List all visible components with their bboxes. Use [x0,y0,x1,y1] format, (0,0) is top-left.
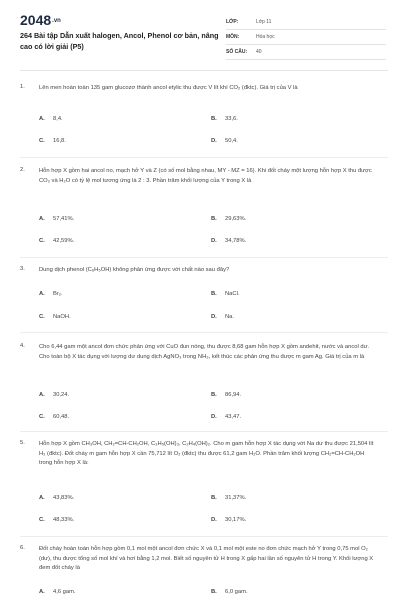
option-c[interactable]: C. 16,8. [39,138,66,144]
meta-row-class [226,15,386,30]
question-number: 2. [20,167,25,173]
option-a[interactable]: A. 8,4. [39,116,63,122]
question-text: Hỗn hợp X gồm hai ancol no, mạch hở Y và Z (có số mol bằng nhau, MY - MZ = 16). Khi đốt cháy một lượng hỗn hợp X thu được CO₂ và H₂O có tỷ lệ mol tương ứng là 2 : 3. Phần trăm khối lượng của Y trong X là [39,168,372,184]
option-c[interactable]: C. 60,48. [39,414,70,420]
option-c[interactable]: C. 42,59%. [39,238,75,244]
option-c[interactable]: C. 48,33%. [39,517,75,523]
option-a[interactable]: A. 57,41%. [39,216,75,222]
question-1 [20,84,388,144]
question-5 [20,440,388,528]
logo-suffix: .vn [52,18,61,25]
question-divider [20,332,388,333]
question-2 [20,167,388,255]
question-number: 3. [20,266,25,272]
option-a[interactable]: A. 43,83%. [39,495,75,501]
question-text: Dung dịch phenol (C₆H₅OH) không phản ứng được với chất nào sau đây? [39,267,230,273]
question-number: 4. [20,343,25,349]
meta-label: LỚP: [226,19,239,25]
meta-table [226,15,386,60]
question-6 [20,545,388,600]
question-text: Đốt cháy hoàn toàn hỗn hợp gồm 0,1 mol một ancol đơn chức X và 0,1 mol một este no đơn chức mạch hở Y trong 0,75 mol O₂ (dư), thu được tổng số mol khí và hơi bằng 1,2 mol. Biết số nguyên tử H trong X gấp hai lần số nguyên tử H trong Y. Khối lượng X đem đốt cháy là [39,546,374,572]
document-title: 264 Bài tập Dẫn xuất halogen, Ancol, Phenol cơ bản, nâng cao có lời giải (P5) [20,31,219,51]
question-4 [20,343,388,431]
option-b[interactable]: B. 33,6. [211,116,238,122]
option-c[interactable]: C. NaOH. [39,314,71,320]
option-b[interactable]: B. 6,0 gam. [211,589,248,595]
question-number: 1. [20,84,25,90]
option-d[interactable]: D. 34,78%. [211,238,247,244]
question-3 [20,266,388,326]
question-divider [20,157,388,158]
question-number: 6. [20,545,25,551]
meta-row-count [226,45,386,60]
meta-value: 40 [256,49,262,55]
option-b[interactable]: B. 29,63%. [211,216,247,222]
site-logo[interactable] [20,12,61,28]
question-text: Hỗn hợp X gồm CH₃OH, CH₂=CH-CH₂OH, C₃H₅(OH)₃, C₂H₄(OH)₂. Cho m gam hỗn hợp X tác dụng với Na dư thu được 21,504 lít H₂ (đktc). Đốt cháy m gam hỗn hợp X cần 75,712 lít O₂ (đktc) thu được 61,2 gam H₂O. Phần trăm khối lượng CH₂=CH-CH₂OH trong hỗn hợp X là: [39,441,374,467]
header-divider [20,70,388,71]
option-b[interactable]: B. NaCl. [211,291,240,297]
question-text: Cho 6,44 gam một ancol đơn chức phản ứng với CuO đun nóng, thu được 8,68 gam hỗn hợp X gồm andehit, nước và ancol dư. Cho toàn bộ X tác dụng với lượng dư dung dịch AgNO₃ trong NH₃, kết thúc các phản ứng thu được m gam Ag. Giá trị của m là [39,344,370,360]
option-d[interactable]: D. Na. [211,314,235,320]
option-a[interactable]: A. 4,6 gam. [39,589,76,595]
meta-label: SỐ CÂU: [226,49,248,55]
option-b[interactable]: B. 86,94. [211,392,242,398]
option-d[interactable]: D. 43,47. [211,414,242,420]
logo-text: 2048 [20,12,52,28]
question-number: 5. [20,440,25,446]
option-d[interactable]: D. 50,4. [211,138,238,144]
option-a[interactable]: A. Br₂. [39,291,63,297]
meta-value: Lớp 11 [256,19,272,25]
option-b[interactable]: B. 31,37%. [211,495,247,501]
option-d[interactable]: D. 30,17%. [211,517,247,523]
meta-label: MÔN: [226,34,240,40]
question-divider [20,431,388,432]
option-a[interactable]: A. 30,24. [39,392,70,398]
question-divider [20,536,388,537]
meta-value: Hóa học [256,34,275,40]
document-header [0,0,400,64]
question-text: Lên men hoàn toàn 135 gam glucozơ thành ancol etylic thu được V lít khí CO₂ (đktc). Giá trị của V là [39,85,298,91]
meta-row-subject [226,30,386,45]
question-divider [20,257,388,258]
